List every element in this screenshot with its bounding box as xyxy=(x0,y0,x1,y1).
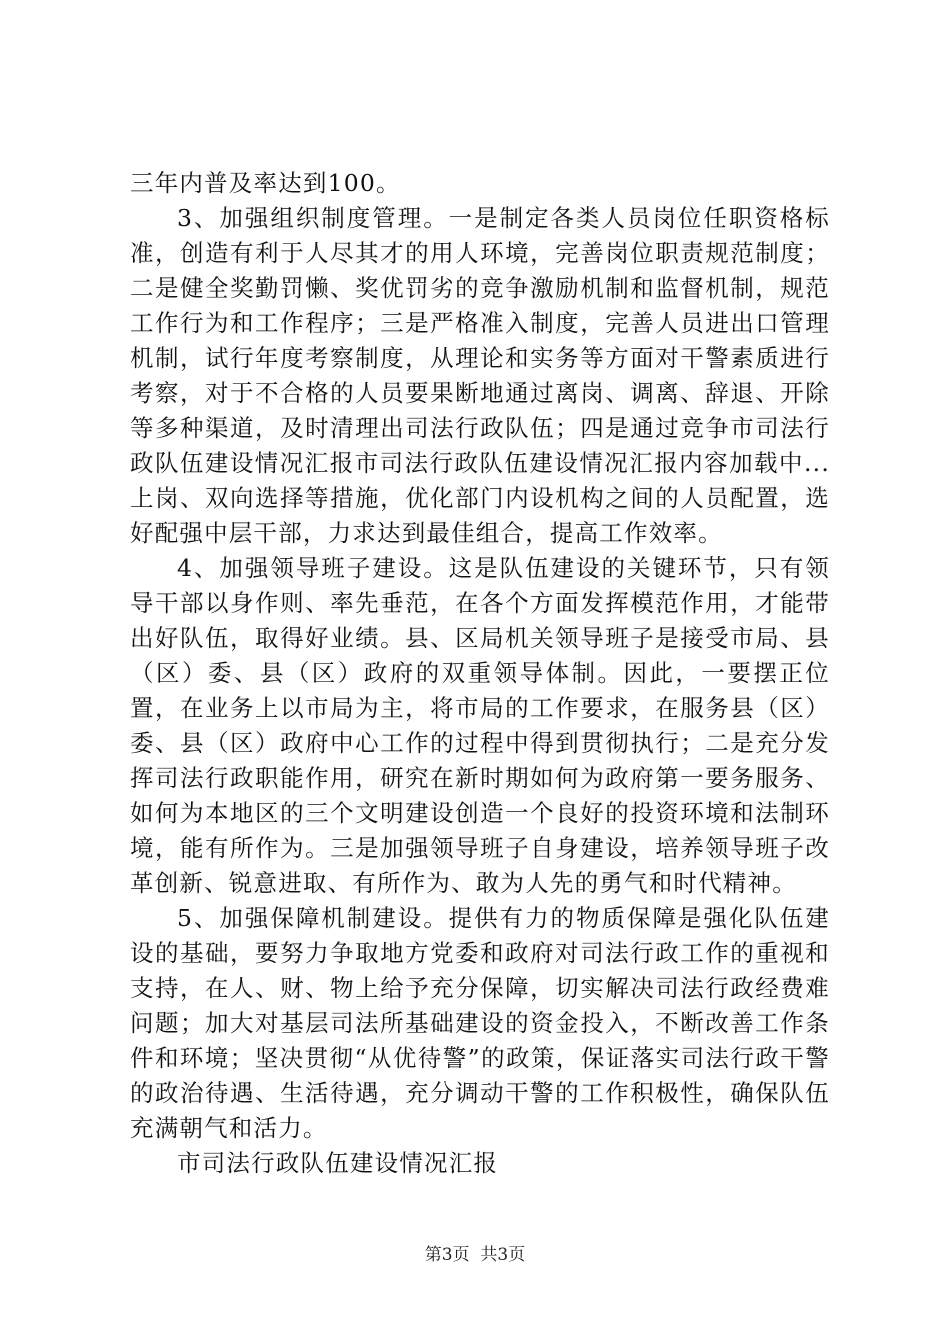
document-body xyxy=(130,166,830,1181)
paragraph-2: 3、加强组织制度管理。一是制定各类人员岗位任职资格标准，创造有利于人尽其才的用人环境，完善岗位职责规范制度；二是健全奖勤罚懒、奖优罚劣的竞争激励机制和监督机制，规范工作行为和工作程序；三是严格准入制度，完善人员进出口管理机制，试行年度考察制度，从理论和实务等方面对干警素质进行考察，对于不合格的人员要果断地通过离岗、调离、辞退、开除等多种渠道，及时清理出司法行政队伍；四是通过竞争市司法行政队伍建设情况汇报市司法行政队伍建设情况汇报内容加载中...上岗、双向选择等措施，优化部门内设机构之间的人员配置，选好配强中层干部，力求达到最佳组合，提高工作效率。 xyxy=(130,204,830,547)
paragraph-3: 4、加强领导班子建设。这是队伍建设的关键环节，只有领导干部以身作则、率先垂范，在各个方面发挥模范作用，才能带出好队伍，取得好业绩。县、区局机关领导班子是接受市局、县（区）委、县（区）政府的双重领导体制。因此，一要摆正位置，在业务上以市局为主，将市局的工作要求，在服务县（区）委、县（区）政府中心工作的过程中得到贯彻执行；二是充分发挥司法行政职能作用，研究在新时期如何为政府第一要务服务、如何为本地区的三个文明建设创造一个良好的投资环境和法制环境，能有所作为。三是加强领导班子自身建设，培养领导班子改革创新、锐意进取、有所作为、敢为人先的勇气和时代精神。 xyxy=(130,554,830,897)
paragraph-1: 三年内普及率达到100。 xyxy=(130,169,401,197)
page-footer: 第3页 共3页 xyxy=(424,1245,526,1265)
closing-title: 市司法行政队伍建设情况汇报 xyxy=(177,1149,499,1177)
paragraph-4: 5、加强保障机制建设。提供有力的物质保障是强化队伍建设的基础，要努力争取地方党委和政府对司法行政工作的重视和支持，在人、财、物上给予充分保障，切实解决司法行政经费难问题；加大对基层司法所基础建设的资金投入，不断改善工作条件和环境；坚决贯彻“从优待警”的政策，保证落实司法行政干警的政治待遇、生活待遇，充分调动干警的工作积极性，确保队伍充满朝气和活力。 xyxy=(130,904,830,1142)
